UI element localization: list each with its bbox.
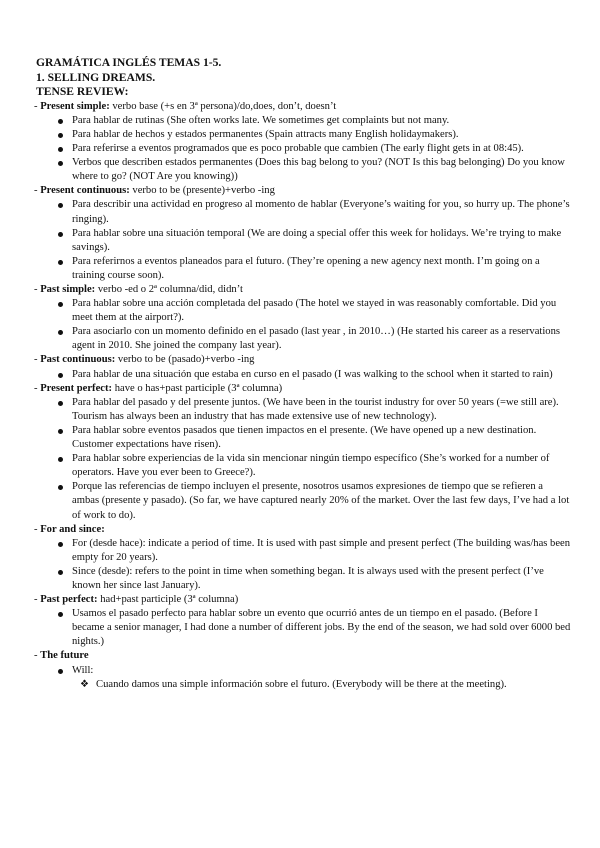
list-item <box>36 156 572 184</box>
section-heading: - Present continuous: verbo to be (presente)+verbo -ing <box>34 185 275 197</box>
list-item-text: Para hablar sobre eventos pasados que tienen impactos en el presente. (We have opened up a new destination. Customer expectations have risen). <box>72 424 537 451</box>
tense-rule: verbo -ed o 2ª columna/did, didn’t <box>95 284 243 295</box>
diamond-bullet-icon: ❖ <box>80 678 89 690</box>
list-item-text: Para hablar de una situación que estaba en curso en el pasado (I was walking to the school when it started to rain) <box>72 368 553 380</box>
tense-name: Present perfect: <box>40 382 113 394</box>
usage-list <box>36 198 572 283</box>
tense-name: Present simple: <box>40 100 110 112</box>
tense-section <box>36 283 572 353</box>
list-item-text: Para describir una actividad en progreso al momento de hablar (Everyone’s waiting for you, so hurry up. The phone’s ringing). <box>72 199 570 225</box>
bullet-icon <box>58 133 63 138</box>
bullet-icon <box>58 542 63 547</box>
usage-list <box>36 537 572 593</box>
bullet-icon <box>58 302 63 307</box>
future-heading: - The future <box>34 650 89 662</box>
list-item <box>36 537 572 565</box>
list-item-text: Since (desde): refers to the point in time when something began. It is always used with the present perfect (I’ve known her since last January). <box>72 565 544 591</box>
bullet-icon <box>58 429 63 434</box>
list-item <box>36 325 572 353</box>
tense-section <box>36 184 572 283</box>
tense-section <box>36 100 572 185</box>
section-subtitle: TENSE REVIEW: <box>36 85 129 99</box>
list-item-text: Para hablar del pasado y del presente juntos. (We have been in the tourist industry for over 50 years (=we still are). Tourism has always been an industry that has made extensive use of new technology). <box>72 396 559 422</box>
will-list <box>36 678 572 692</box>
usage-list <box>36 297 572 353</box>
bullet-icon <box>58 119 63 124</box>
list-item-text: Para hablar de rutinas (She often works late. We sometimes get complaints but not many. <box>72 114 450 126</box>
bullet-icon <box>58 457 63 462</box>
list-item <box>36 480 572 522</box>
tense-sections <box>36 100 572 650</box>
list-item <box>36 424 572 452</box>
usage-list <box>36 396 572 523</box>
list-item <box>36 198 572 226</box>
unit-heading: 1. SELLING DREAMS. <box>36 70 156 84</box>
bullet-icon <box>58 570 63 575</box>
future-section <box>36 649 572 691</box>
tense-rule: verbo base (+s en 3ª persona)/do,does, don’t, doesn’t <box>109 100 337 112</box>
tense-section <box>36 593 572 649</box>
list-item-text: Verbos que describen estados permanentes (Does this bag belong to you? (NOT Is this bag belonging) Do you know where to go? (NOT Are you knowing)) <box>72 157 565 183</box>
list-item <box>36 396 572 424</box>
bullet-icon <box>58 485 63 490</box>
tense-section <box>36 382 572 523</box>
bullet-icon <box>58 161 63 166</box>
usage-list <box>36 368 572 382</box>
document-title: GRAMÁTICA INGLÉS TEMAS 1-5. <box>36 56 222 69</box>
list-item <box>36 227 572 255</box>
bullet-icon <box>58 401 63 406</box>
bullet-icon <box>58 330 63 335</box>
tense-name: Past continuous: <box>40 354 116 366</box>
list-item <box>36 142 572 156</box>
section-heading: - Present simple: verbo base (+s en 3ª persona)/do,does, don’t, doesn’t <box>34 100 337 112</box>
list-item-text: Usamos el pasado perfecto para hablar sobre un evento que ocurrió antes de un tiempo en el pasado. (Before I became a senior manager, I had done a number of different jobs. By the end of the season, we had sold over 6000 bed nights.) <box>72 608 571 648</box>
list-item-text: Para hablar sobre una acción completada del pasado (The hotel we stayed in was reasonably comfortable. Did you meet them at the airport?). <box>72 298 557 324</box>
list-item <box>36 565 572 593</box>
usage-list <box>36 114 572 184</box>
bullet-icon <box>58 373 63 378</box>
list-item-text: Para hablar sobre experiencias de la vida sin mencionar ningún tiempo específico (She’s worked for a number of operators. Have you ever been to Greece?). <box>72 453 550 479</box>
list-item-text: Para referirnos a eventos planeados para el futuro. (They’re opening a new agency next month. I’m going on a training course soon). <box>72 255 540 281</box>
section-heading: - Past perfect: had+past participle (3ª columna) <box>34 594 239 606</box>
list-item <box>36 255 572 283</box>
usage-list <box>36 607 572 649</box>
section-heading: - Present perfect: have o has+past participle (3ª columna) <box>34 382 283 394</box>
list-item-text: Porque las referencias de tiempo incluyen el presente, nosotros usamos expresiones de tiempo que se refieren a ambas (presente y pasado). (So far, we have captured nearly 20% of the market. Over the last few days, I’ve had a lot of work to do). <box>72 481 570 521</box>
list-item-text: Para asociarlo con un momento definido en el pasado (last year , in 2010…) (He started his career as a reservations agent in 2010. She joined the company last year). <box>72 326 561 352</box>
bullet-icon <box>58 147 63 152</box>
list-item <box>36 297 572 325</box>
section-heading: - Past simple: verbo -ed o 2ª columna/did, didn’t <box>34 284 243 295</box>
list-item-text: For (desde hace): indicate a period of time. It is used with past simple and present perfect (The building was/has been empty for 20 years). <box>72 537 571 563</box>
tense-rule: had+past participle (3ª columna) <box>97 594 239 606</box>
list-item <box>36 607 572 649</box>
bullet-icon <box>58 669 63 674</box>
tense-section <box>36 353 572 381</box>
list-item <box>36 128 572 142</box>
section-heading: - For and since: <box>34 523 105 535</box>
bullet-icon <box>58 203 63 208</box>
list-item <box>36 368 572 382</box>
list-item-text: Cuando damos una simple información sobre el futuro. (Everybody will be there at the meeting). <box>96 678 507 690</box>
tense-name: Past simple: <box>40 284 96 295</box>
tense-name: Present continuous: <box>40 185 130 197</box>
tense-rule: verbo to be (pasado)+verbo -ing <box>115 354 255 366</box>
list-item <box>36 678 572 692</box>
bullet-icon <box>58 260 63 265</box>
list-item-text: Para hablar de hechos y estados permanentes (Spain attracts many English holidaymakers). <box>72 128 459 140</box>
bullet-icon <box>58 232 63 237</box>
will-item: Will: <box>36 664 572 678</box>
tense-section <box>36 523 572 593</box>
list-item <box>36 452 572 480</box>
list-item-text: Para referirse a eventos programados que es poco probable que cambien (The early flight gets in at 08:45). <box>72 143 524 155</box>
tense-rule: verbo to be (presente)+verbo -ing <box>129 185 275 197</box>
tense-name: Past perfect: <box>40 594 98 606</box>
bullet-icon <box>58 612 63 617</box>
tense-name: For and since: <box>40 523 105 535</box>
list-item-text: Para hablar sobre una situación temporal (We are doing a special offer this week for holidays. We’re trying to make savings). <box>72 227 562 253</box>
list-item <box>36 114 572 128</box>
section-heading: - Past continuous: verbo to be (pasado)+verbo -ing <box>34 354 255 366</box>
tense-rule: have o has+past participle (3ª columna) <box>112 382 283 394</box>
